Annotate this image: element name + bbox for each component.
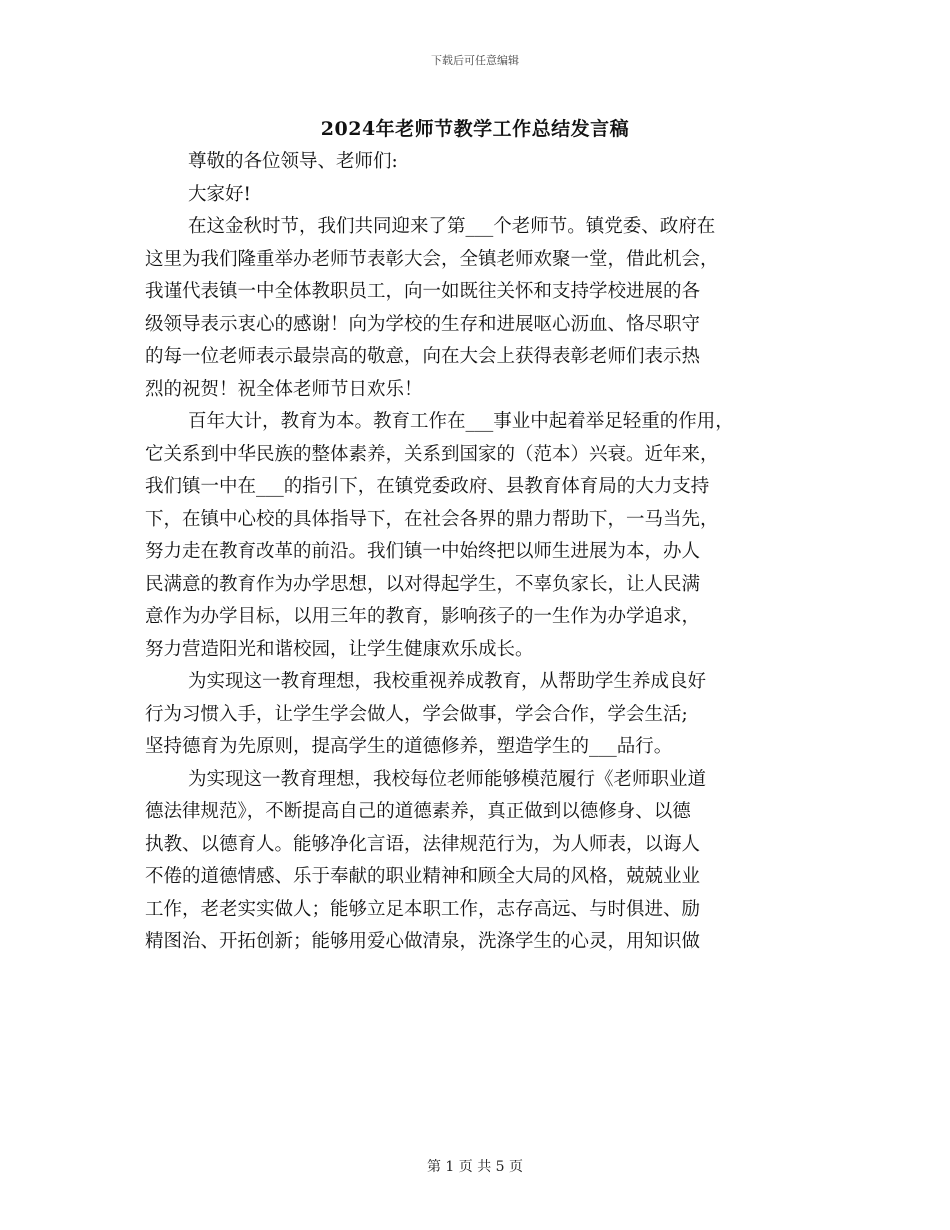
paragraph-line: 我谨代表镇一中全体教职员工，向一如既往关怀和支持学校进展的各 bbox=[145, 281, 701, 302]
paragraph-line: 民满意的教育作为办学思想，以对得起学生，不辜负家长，让人民满 bbox=[145, 573, 701, 595]
paragraph-line: 努力营造阳光和谐校园，让学生健康欢乐成长。 bbox=[145, 638, 534, 660]
paragraph-line: 这里为我们隆重举办老师节表彰大会，全镇老师欢聚一堂，借此机会， bbox=[145, 248, 719, 270]
paragraph-line: 下，在镇中心校的具体指导下，在社会各界的鼎力帮助下，一马当先， bbox=[145, 508, 719, 530]
paragraph-line: 它关系到中华民族的整体素养，关系到国家的（范本）兴衰。近年来， bbox=[145, 443, 719, 465]
paragraph-line: 百年大计，教育为本。教育工作在___事业中起着举足轻重的作用， bbox=[188, 411, 734, 432]
paragraph-line: 烈的祝贺！祝全体老师节日欢乐！ bbox=[145, 378, 423, 400]
paragraph-line: 不倦的道德情感、乐于奉献的职业精神和顾全大局的风格，兢兢业业 bbox=[145, 866, 701, 887]
paragraph-line: 坚持德育为先原则，提高学生的道德修养，塑造学生的___品行。 bbox=[145, 736, 673, 757]
paragraph-line: 级领导表示衷心的感谢！向为学校的生存和进展呕心沥血、恪尽职守 bbox=[145, 313, 701, 335]
paragraph-line: 为实现这一教育理想，我校重视养成教育，从帮助学生养成良好 bbox=[188, 671, 707, 692]
paragraph-line: 德法律规范》，不断提高自己的道德素养，真正做到以德修身、以德 bbox=[145, 801, 691, 822]
paragraph-line: 努力走在教育改革的前沿。我们镇一中始终把以师生进展为本，办人 bbox=[145, 541, 701, 562]
paragraph-line: 为实现这一教育理想，我校每位老师能够模范履行《老师职业道 bbox=[188, 768, 707, 790]
paragraph-line: 意作为办学目标，以用三年的教育，影响孩子的一生作为办学追求， bbox=[145, 606, 701, 627]
paragraph-line: 在这金秋时节，我们共同迎来了第___个老师节。镇党委、政府在 bbox=[188, 216, 716, 237]
paragraph-line: 的每一位老师表示最崇高的敬意，向在大会上获得表彰老师们表示热 bbox=[145, 346, 701, 367]
paragraph-line: 行为习惯入手，让学生学会做人，学会做事，学会合作，学会生活; bbox=[145, 703, 688, 725]
document-title: 2024年老师节教学工作总结发言稿 bbox=[320, 118, 630, 140]
paragraph-line: 精图治、开拓创新；能够用爱心做清泉，洗涤学生的心灵，用知识做 bbox=[145, 931, 701, 952]
paragraph-line: 执教、以德育人。能够净化言语，法律规范行为，为人师表，以诲人 bbox=[145, 833, 701, 855]
paragraph-line: 我们镇一中在___的指引下，在镇党委政府、县教育体育局的大力支持 bbox=[145, 476, 710, 497]
page-number: 第 1 页 共 5 页 bbox=[426, 1159, 524, 1175]
paragraph-line: 工作，老老实实做人；能够立足本职工作，志存高远、与时俱进、励 bbox=[145, 898, 701, 920]
page-header: 下载后可任意编辑 bbox=[431, 54, 519, 67]
document-body bbox=[145, 146, 815, 959]
salutation: 尊敬的各位领导、老师们: bbox=[188, 151, 398, 172]
greeting: 大家好! bbox=[188, 183, 251, 205]
